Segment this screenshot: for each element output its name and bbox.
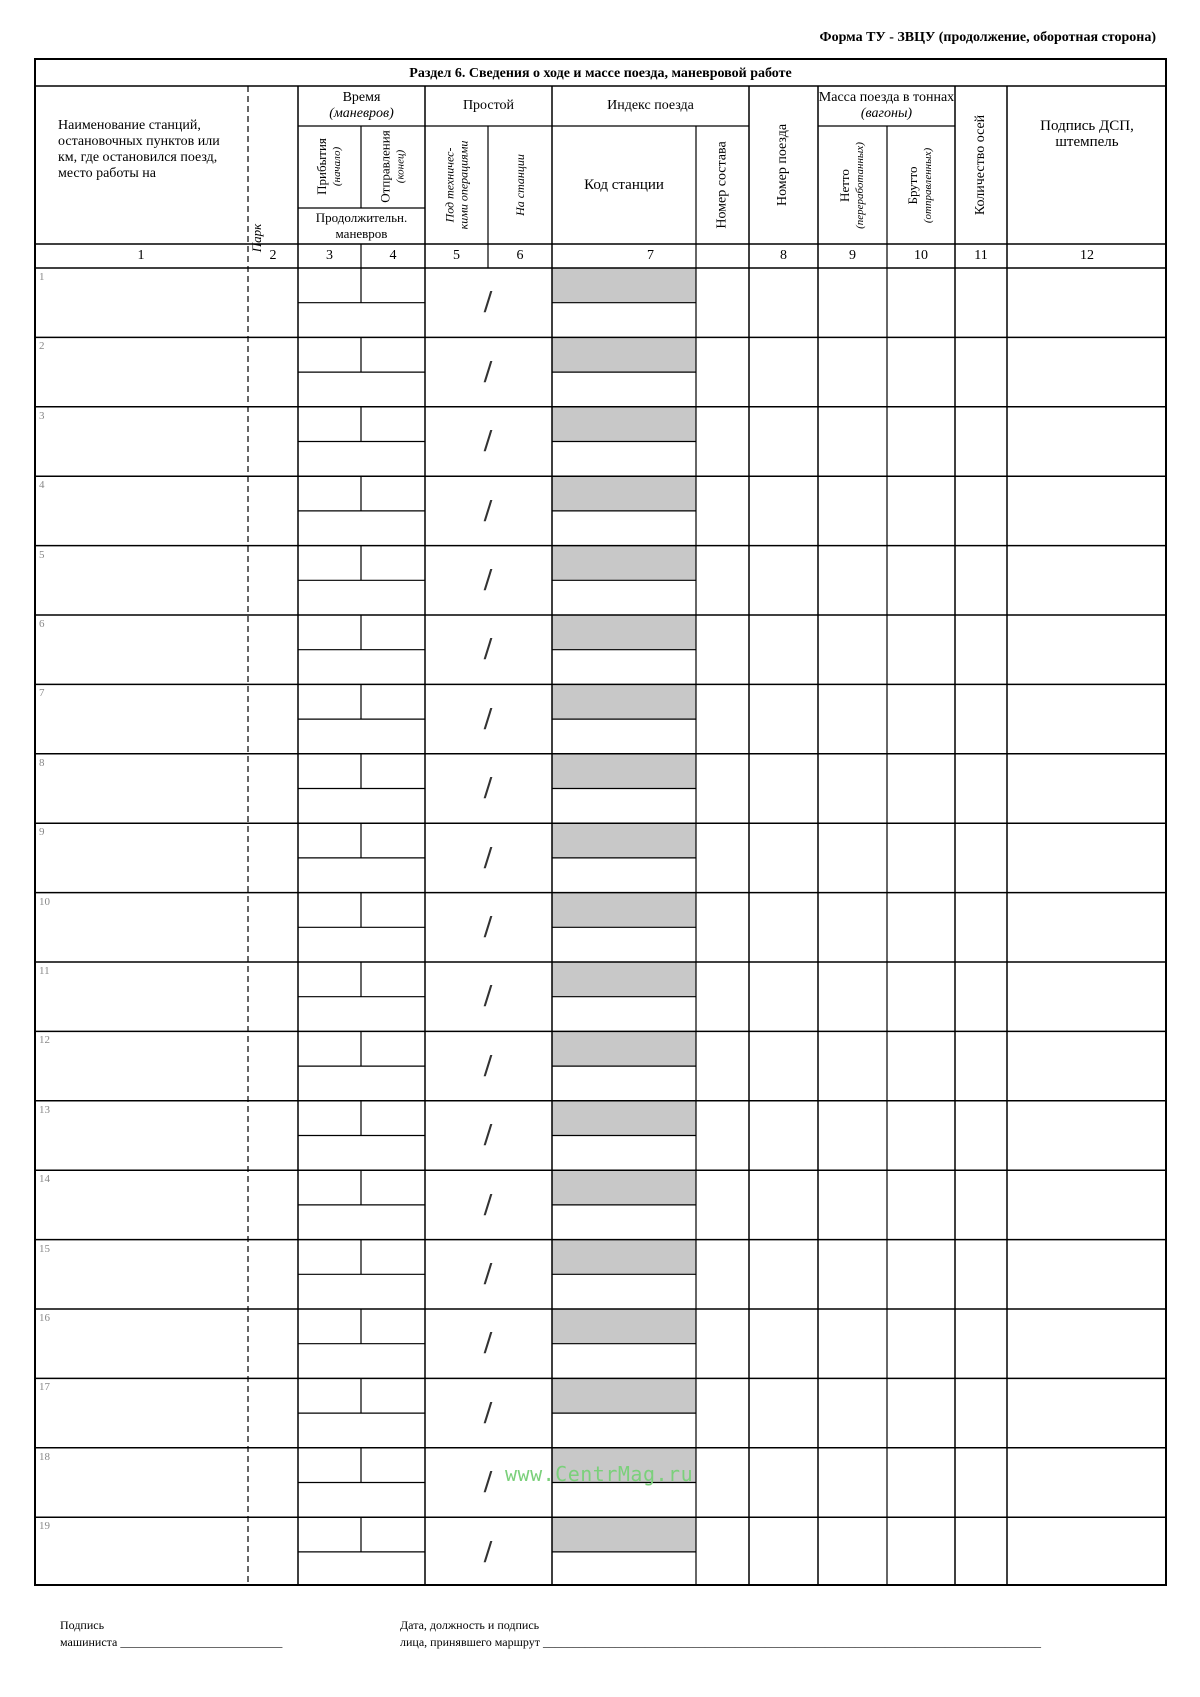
row-number: 9 xyxy=(39,826,45,839)
header-time-group xyxy=(298,86,425,126)
shaded-code-cell xyxy=(552,1240,696,1275)
row-number: 4 xyxy=(39,479,45,492)
idle-separator: / xyxy=(483,634,493,665)
idle-separator: / xyxy=(483,1259,493,1290)
row-number: 11 xyxy=(39,965,50,977)
row-number: 10 xyxy=(39,895,50,908)
shaded-code-cell xyxy=(552,1170,696,1205)
row-number: 1 xyxy=(39,271,45,283)
row-number: 7 xyxy=(39,687,45,700)
idle-separator: / xyxy=(483,1536,493,1567)
column-number: 7 xyxy=(647,248,654,263)
column-number: 10 xyxy=(914,248,928,263)
header-time-sub: (маневров) xyxy=(329,106,394,121)
idle-separator: / xyxy=(483,1397,493,1428)
column-number: 5 xyxy=(453,248,460,263)
shaded-code-cell xyxy=(552,823,696,858)
header-park: Парк xyxy=(249,223,265,253)
shaded-code-cell xyxy=(552,893,696,928)
footer-driver-signature: Подпись машиниста ___________________________ xyxy=(60,1618,283,1649)
column-number: 2 xyxy=(269,248,277,263)
row-number: 15 xyxy=(39,1242,50,1255)
shaded-code-cell xyxy=(552,1309,696,1344)
row-number: 19 xyxy=(39,1520,50,1533)
shaded-code-cell xyxy=(552,615,696,650)
row-number: 3 xyxy=(39,409,45,422)
header-at-station: На станции xyxy=(512,154,527,216)
watermark: www.CentrMag.ru xyxy=(505,1462,694,1486)
idle-separator: / xyxy=(483,356,493,387)
header-netto: Нетто (переработанных) xyxy=(837,141,866,229)
idle-separator: / xyxy=(483,1467,493,1498)
idle-separator: / xyxy=(483,1120,493,1151)
idle-separator: / xyxy=(483,1050,493,1081)
header-tech-ops: Под техничес- кими операциями xyxy=(442,140,471,230)
idle-separator: / xyxy=(483,495,493,526)
idle-separator: / xyxy=(483,842,493,873)
header-mass-group xyxy=(818,86,955,126)
header-duration: Продолжительн. маневров xyxy=(315,210,408,241)
header-time-label: Время xyxy=(342,90,381,105)
column-number: 12 xyxy=(1080,248,1094,263)
shaded-code-cell xyxy=(552,962,696,997)
column-number: 6 xyxy=(516,248,524,263)
shaded-code-cell xyxy=(552,754,696,789)
idle-separator: / xyxy=(483,287,493,318)
header-mass-sub: (вагоны) xyxy=(860,106,913,121)
idle-separator: / xyxy=(483,1328,493,1359)
header-brutto: Брутто (отправленных) xyxy=(905,147,935,223)
shaded-code-cell xyxy=(552,1101,696,1136)
form-table xyxy=(34,58,1167,1586)
header-station-name: Наименование станций, остановочных пунктов или км, где остановился поезд, место работы на xyxy=(58,118,220,181)
shaded-code-cell xyxy=(552,268,696,303)
header-arrival: Прибытия (начало) xyxy=(314,137,343,195)
row-number: 6 xyxy=(39,618,45,630)
shaded-code-cell xyxy=(552,407,696,442)
row-number: 12 xyxy=(39,1034,50,1047)
row-number: 5 xyxy=(39,548,45,561)
idle-separator: / xyxy=(483,426,493,457)
row-number: 13 xyxy=(39,1103,50,1116)
header-station-code: Код станции xyxy=(584,177,664,193)
row-number: 18 xyxy=(39,1450,50,1463)
row-number: 2 xyxy=(39,340,45,353)
shaded-code-cell xyxy=(552,546,696,581)
shaded-code-cell xyxy=(552,1378,696,1413)
row-number: 16 xyxy=(39,1312,50,1324)
column-number: 3 xyxy=(326,248,333,263)
idle-separator: / xyxy=(483,1189,493,1220)
header-mass-label: Масса поезда в тоннах xyxy=(818,90,955,105)
shaded-code-cell xyxy=(552,1031,696,1066)
column-number: 9 xyxy=(849,248,856,263)
row-number: 8 xyxy=(39,756,45,769)
column-number: 11 xyxy=(974,248,988,263)
column-number: 4 xyxy=(389,248,397,263)
header-departure: Отправления (конец) xyxy=(377,129,407,203)
idle-separator: / xyxy=(483,565,493,596)
header-axle-count: Количество осей xyxy=(973,114,989,216)
shaded-code-cell xyxy=(552,476,696,511)
idle-separator: / xyxy=(483,981,493,1012)
idle-separator: / xyxy=(483,912,493,943)
header-index-group: Индекс поезда xyxy=(607,98,694,113)
shaded-code-cell xyxy=(552,337,696,372)
form-title: Форма ТУ - ЗВЦУ (продолжение, оборотная сторона) xyxy=(819,30,1156,45)
section-title: Раздел 6. Сведения о ходе и массе поезда, маневровой работе xyxy=(409,66,792,81)
column-number: 8 xyxy=(780,248,787,263)
footer-receiver-signature: Дата, должность и подпись лица, принявшего маршрут ___________________________________________________________________________________ xyxy=(400,1618,1041,1649)
row-number: 17 xyxy=(39,1381,50,1394)
column-number: 1 xyxy=(137,248,145,263)
table-grid xyxy=(34,58,1167,1586)
idle-separator: / xyxy=(483,773,493,804)
header-idle-group: Простой xyxy=(462,98,515,113)
shaded-code-cell xyxy=(552,1517,696,1552)
header-train-number: Номер поезда xyxy=(775,123,791,207)
header-signature-dsp: Подпись ДСП, штемпель xyxy=(1040,118,1134,150)
header-consist-number: Номер состава xyxy=(714,141,730,229)
idle-separator: / xyxy=(483,703,493,734)
row-number: 14 xyxy=(39,1173,50,1186)
shaded-code-cell xyxy=(552,684,696,719)
